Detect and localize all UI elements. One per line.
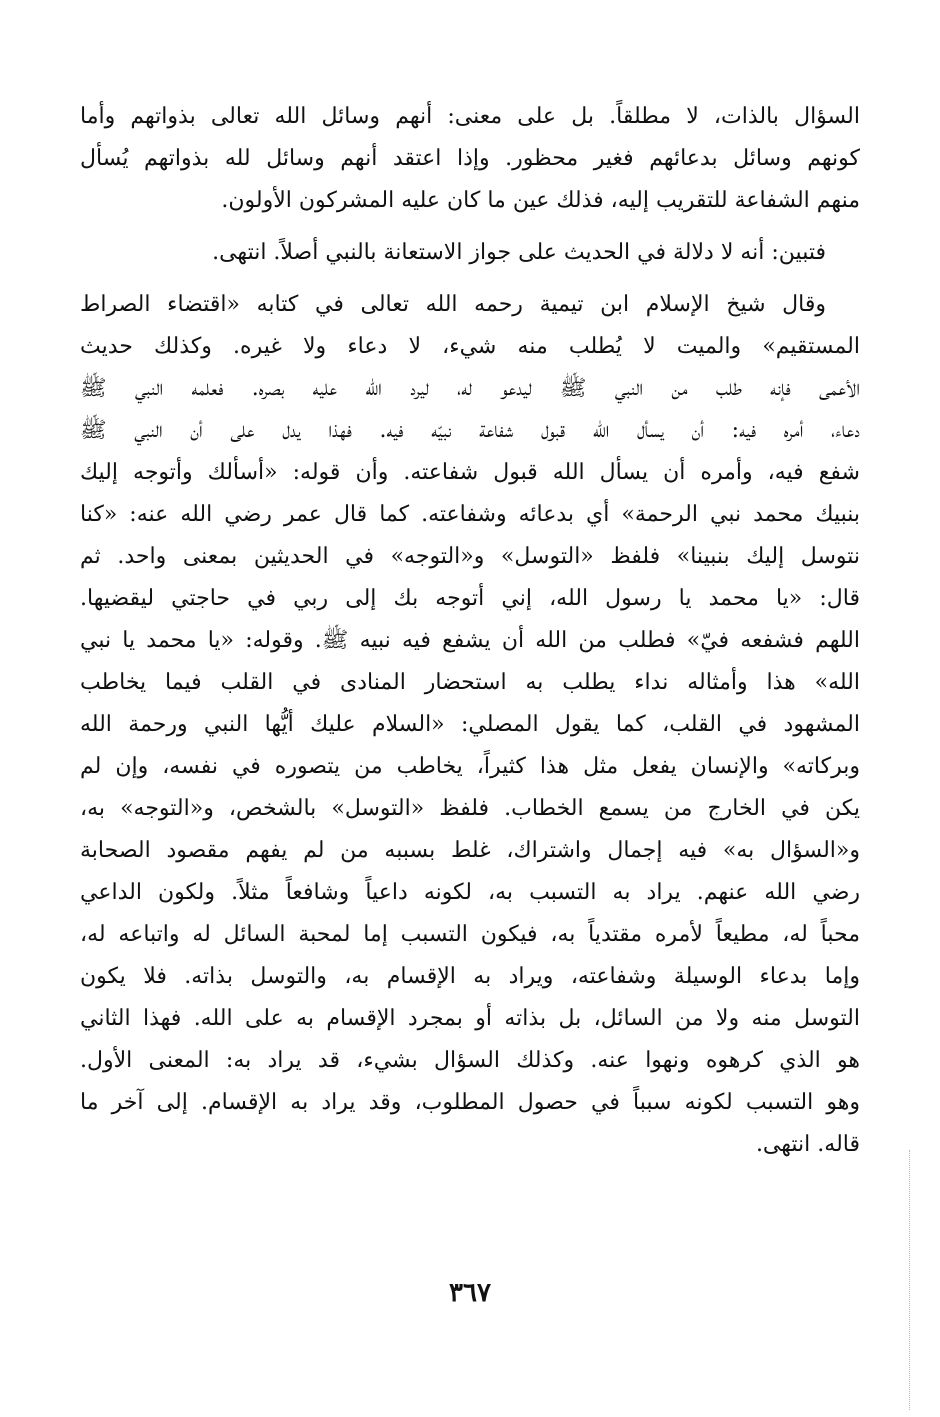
scan-edge-mark (907, 1150, 910, 1410)
text-line: الأعمى فإنه طلب من النبي ﷺ ليدعو له، ليرد الله عليه بصره. فعلمه النبي ﷺ (80, 376, 860, 401)
paragraph-1 (80, 96, 860, 222)
text-line: هو الذي كرهوه ونهوا عنه. وكذلك السؤال بشيء، قد يراد به: المعنى الأول. (80, 1048, 860, 1073)
text-line: وإما بدعاء الوسيلة وشفاعته، ويراد به الإقسام به، والتوسل بذاته. فلا يكون (80, 964, 860, 989)
text-line: فتبين: أنه لا دلالة في الحديث على جواز الاستعانة بالنبي أصلاً. انتهى. (212, 240, 826, 265)
text-line: كونهم وسائل بدعائهم فغير محظور. وإذا اعتقد أنهم وسائل لله بذواتهم يُسأل (80, 146, 860, 171)
paragraph-2 (80, 232, 860, 274)
text-line: وقال شيخ الإسلام ابن تيمية رحمه الله تعالى في كتابه «اقتضاء الصراط (80, 292, 826, 317)
text-line: دعاء، أمره فيه: أن يسأل الله قبول شفاعة نبيّه فيه. فهذا يدل على أن النبي ﷺ (80, 418, 860, 443)
text-line: وهو التسبب لكونه سبباً في حصول المطلوب، وقد يراد به الإقسام. إلى آخر ما (80, 1090, 860, 1115)
text-line: منهم الشفاعة للتقريب إليه، فذلك عين ما كان عليه المشركون الأولون. (221, 188, 860, 213)
text-line: و«السؤال به» فيه إجمال واشتراك، غلط بسببه من لم يفهم مقصود الصحابة (80, 838, 860, 863)
text-line: التوسل منه ولا من السائل، بل بذاته أو بمجرد الإقسام به على الله. فهذا الثاني (80, 1006, 860, 1031)
text-line: يكن في الخارج من يسمع الخطاب. فلفظ «التوسل» بالشخص، و«التوجه» به، (80, 796, 860, 821)
paragraph-3 (80, 284, 860, 1166)
text-line: رضي الله عنهم. يراد به التسبب به، لكونه داعياً وشافعاً مثلاً. ولكون الداعي (80, 880, 860, 905)
text-line: المشهود في القلب، كما يقول المصلي: «السلام عليك أيُّها النبي ورحمة الله (80, 712, 860, 737)
text-line: شفع فيه، وأمره أن يسأل الله قبول شفاعته. وأن قوله: «أسألك وأتوجه إليك (80, 460, 860, 485)
text-line: نتوسل إليك بنبينا» فلفظ «التوسل» و«التوجه» في الحديثين بمعنى واحد. ثم (80, 544, 860, 569)
text-line: بنبيك محمد نبي الرحمة» أي بدعائه وشفاعته. كما قال عمر رضي الله عنه: «كنا (80, 502, 860, 527)
text-line: قال: «يا محمد يا رسول الله، إني أتوجه بك إلى ربي في حاجتي ليقضيها. (80, 586, 860, 611)
text-line: المستقيم» والميت لا يُطلب منه شيء، لا دعاء ولا غيره. وكذلك حديث (80, 334, 860, 359)
text-line: السؤال بالذات، لا مطلقاً. بل على معنى: أنهم وسائل الله تعالى بذواتهم وأما (80, 104, 860, 129)
page-number: ٣٦٧ (449, 1278, 491, 1308)
text-line: قاله. انتهى. (755, 1132, 860, 1157)
page-body (80, 96, 860, 1166)
text-line: اللهم فشفعه فيّ» فطلب من الله أن يشفع فيه نبيه ﷺ. وقوله: «يا محمد يا نبي (80, 628, 860, 653)
text-line: محباً له، مطيعاً لأمره مقتدياً به، فيكون التسبب إما لمحبة السائل له واتباعه له، (80, 922, 860, 947)
text-line: الله» هذا وأمثاله نداء يطلب به استحضار المنادى في القلب فيما يخاطب (80, 670, 860, 695)
text-line: وبركاته» والإنسان يفعل مثل هذا كثيراً، يخاطب من يتصوره في نفسه، وإن لم (80, 754, 860, 779)
